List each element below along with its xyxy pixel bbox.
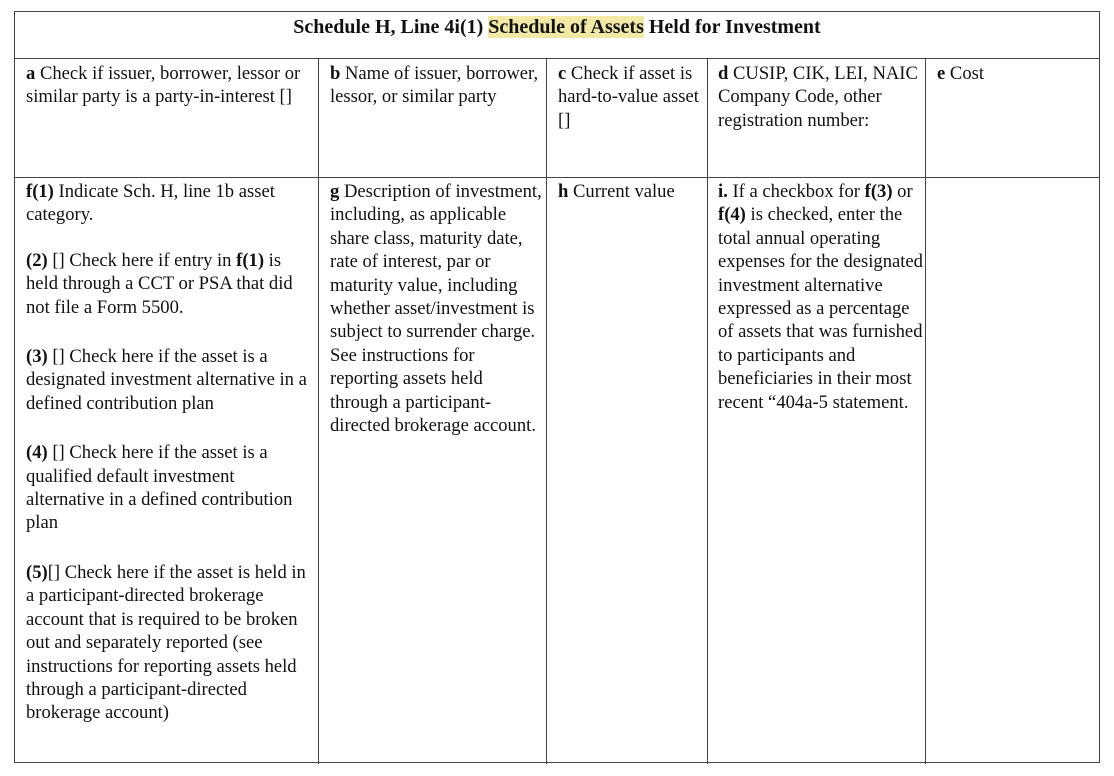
text-h: Current value <box>568 181 675 202</box>
cell-c <box>558 62 705 132</box>
cell-d <box>718 62 923 132</box>
item-f5 <box>26 561 316 725</box>
text-f4: [] Check here if the asset is a qualified default investment alternative in a defined contribution plan <box>26 442 293 534</box>
label-a: a <box>26 63 36 84</box>
cell-h <box>558 180 705 203</box>
text-i-1: If a checkbox for <box>727 181 865 202</box>
col-divider-bc <box>546 59 547 764</box>
text-f5: [] Check here if the asset is held in a participant-directed brokerage account that is required to be broken out and separately reported (see instructions for reporting assets held through a participant-directed brokerage account) <box>26 561 306 724</box>
title-highlight: Schedule of Assets <box>488 16 644 38</box>
label-e: e <box>937 63 946 84</box>
text-d: CUSIP, CIK, LEI, NAIC Company Code, other registration number: <box>718 63 918 131</box>
schedule-table <box>14 11 1100 763</box>
text-b: Name of issuer, borrower, lessor, or similar party <box>330 63 539 108</box>
text-e: Cost <box>945 63 985 84</box>
title-prefix: Schedule H, Line 4i(1) <box>293 16 489 38</box>
text-g: Description of investment, including, as applicable share class, maturity date, rate of interest, par or maturity value, including whether asset/investment is subject to surrender charge. See instructions for reporting assets held through a participant-directed brokerage account. <box>330 181 542 437</box>
col-divider-cd <box>707 59 708 764</box>
label-h: h <box>558 181 569 202</box>
item-f3 <box>26 345 316 415</box>
text-f3: [] Check here if the asset is a designated investment alternative in a defined contribution plan <box>26 346 307 414</box>
text-i-3: is checked, enter the total annual operating expenses for the designated investment alternative expressed as a percentage of assets that was furnished to participants and beneficiaries in their most recent “404a-5 statement. <box>718 204 923 413</box>
label-d: d <box>718 63 729 84</box>
cell-i <box>718 180 923 414</box>
title-suffix: Held for Investment <box>643 16 821 38</box>
cell-a <box>26 62 316 109</box>
col-divider-de <box>925 59 926 764</box>
ref-f2: f(1) <box>236 249 265 271</box>
ref-i-f4: f(4) <box>718 204 746 226</box>
row-divider <box>15 177 1099 178</box>
label-f3: (3) <box>26 346 48 368</box>
label-g: g <box>330 181 340 202</box>
cell-g <box>330 180 544 437</box>
table-title <box>15 12 1099 59</box>
text-a: Check if issuer, borrower, lessor or similar party is a party-in-interest [] <box>26 63 301 108</box>
text-f2: is held through a CCT or PSA that did not file a Form 5500. <box>26 249 293 318</box>
col-divider-ab <box>318 59 319 764</box>
label-f5: (5) <box>26 561 48 583</box>
item-f4 <box>26 441 316 535</box>
cell-e <box>937 62 1097 85</box>
label-c: c <box>558 63 567 84</box>
label-b: b <box>330 63 341 84</box>
cell-f <box>26 180 316 725</box>
item-f1 <box>26 180 316 227</box>
item-f2 <box>26 249 316 319</box>
text-f2-mid: [] Check here if entry in <box>47 249 237 271</box>
text-f1: Indicate Sch. H, line 1b asset category. <box>26 181 275 226</box>
text-c: Check if asset is hard-to-value asset [] <box>558 63 699 131</box>
text-i-2: or <box>892 181 913 202</box>
ref-i-f3: f(3) <box>864 181 893 202</box>
label-f1: f(1) <box>26 181 54 202</box>
label-f4: (4) <box>26 442 48 464</box>
label-i: i. <box>718 181 728 202</box>
cell-b <box>330 62 544 109</box>
label-f2: (2) <box>26 249 48 271</box>
